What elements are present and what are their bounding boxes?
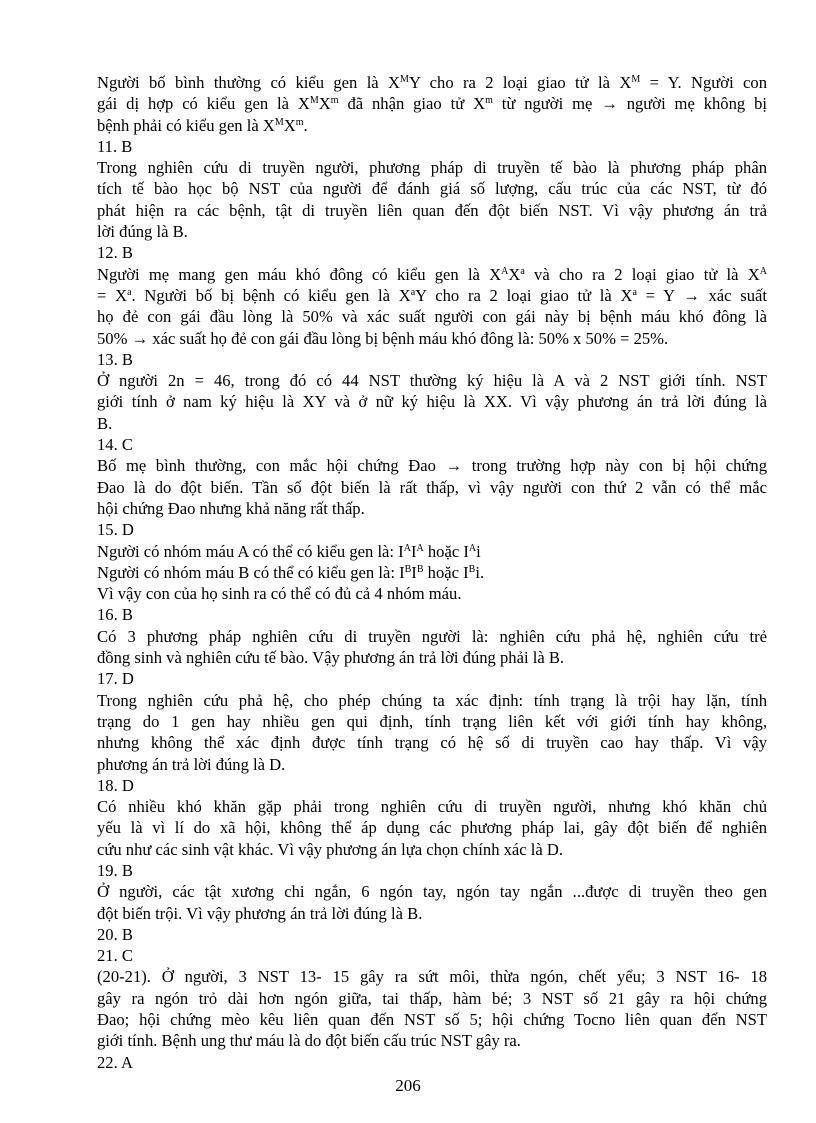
- text-line: [97, 391, 767, 412]
- answer-heading: [97, 519, 767, 540]
- answer-heading: [97, 1052, 767, 1073]
- superscript: A: [416, 542, 424, 554]
- text-run: .: [303, 115, 308, 135]
- text-run: giới tính ở nam ký hiệu là XY và ở nữ ký hiệu là XX. Vì vậy phương án trả lời đúng là: [97, 392, 767, 412]
- text-run: 14. C: [97, 435, 133, 455]
- text-line: [97, 72, 767, 93]
- text-run: 13. B: [97, 349, 133, 369]
- text-run: nhưng không thể xác định được tính trạng có hệ số di truyền cao hay thấp. Vì vậy: [97, 733, 767, 753]
- answer-heading: [97, 860, 767, 881]
- superscript: m: [330, 95, 339, 107]
- superscript: m: [295, 116, 304, 128]
- text-run: gái dị hợp có kiểu gen là X: [97, 94, 310, 114]
- text-run: Trong nghiên cứu phả hệ, cho phép chúng ta xác định: tính trạng là trội hay lặn, tính: [97, 690, 767, 710]
- text-run: Ở người, các tật xương chi ngắn, 6 ngón tay, ngón tay ngắn ...được di truyền theo gen: [97, 882, 767, 902]
- text-line: [97, 796, 767, 817]
- text-line: [97, 690, 767, 711]
- text-run: I: [411, 562, 417, 582]
- text-run: i.: [475, 562, 485, 582]
- text-run: 21. C: [97, 946, 133, 966]
- superscript: M: [400, 74, 409, 85]
- text-line: [97, 583, 767, 604]
- page-number: 206: [395, 1076, 421, 1095]
- text-run: Đao; hội chứng mèo kêu liên quan đến NST số 5; hội chứng Tocno liên quan đến NST: [97, 1010, 767, 1030]
- text-run: bệnh phải có kiểu gen là X: [97, 115, 275, 135]
- text-line: [97, 115, 767, 136]
- text-run: Đao là do đột biến. Tần số đột biến là rất thấp, vì vậy người con thứ 2 vẫn có thể mắc: [97, 477, 767, 497]
- superscript: A: [403, 542, 411, 554]
- text-line: [97, 732, 767, 753]
- text-run: đã nhận giao tử X: [338, 94, 486, 114]
- text-run: lời đúng là B.: [97, 222, 188, 242]
- text-run: = Y. Người con: [640, 73, 767, 92]
- text-run: (20-21). Ở người, 3 NST 13- 15 gây ra sứt môi, thừa ngón, chết yểu; 3 NST 16- 18: [97, 967, 767, 987]
- superscript: m: [485, 95, 493, 107]
- text-run: Người có nhóm máu B có thể có kiểu gen là: I: [97, 562, 405, 582]
- text-run: Người mẹ mang gen máu khó đông có kiểu gen là X: [97, 264, 502, 284]
- superscript: M: [309, 95, 319, 107]
- text-run: 17. D: [97, 669, 134, 689]
- text-run: Y cho ra 2 loại giao tử là X: [408, 73, 632, 92]
- text-run: X: [283, 115, 296, 135]
- answer-heading: [97, 604, 767, 625]
- text-run: Có 3 phương pháp nghiên cứu di truyền người là: nghiên cứu phả hệ, nghiên cứu trẻ: [97, 626, 767, 646]
- text-line: [97, 754, 767, 775]
- text-run: phát hiện ra các bệnh, tật di truyền liên quan đến đột biến NST. Vì vậy phương án trả: [97, 200, 767, 220]
- text-line: [97, 221, 767, 242]
- text-run: Có nhiều khó khăn gặp phải trong nghiên cứu di truyền người, nhưng khó khăn chủ: [97, 797, 767, 817]
- text-line: [97, 264, 767, 285]
- text-line: [97, 157, 767, 178]
- text-line: [97, 903, 767, 924]
- superscript: a: [127, 286, 132, 298]
- text-run: phương án trả lời đúng là D.: [97, 754, 286, 774]
- text-run: . Người bố bị bệnh có kiểu gen là X: [131, 285, 411, 305]
- superscript: A: [501, 265, 509, 277]
- text-run: gây ra ngón trỏ dài hơn ngón giữa, tai thấp, hàm bé; 3 NST số 21 gây ra hội chứng: [97, 988, 767, 1008]
- answer-heading: [97, 924, 767, 945]
- text-run: từ người mẹ → người mẹ không bị: [492, 94, 767, 114]
- text-line: [97, 881, 767, 902]
- text-run: B.: [97, 413, 113, 433]
- document-body: [97, 72, 767, 1073]
- text-run: đột biến trội. Vì vậy phương án trả lời đúng là B.: [97, 903, 423, 923]
- text-line: [97, 817, 767, 838]
- superscript: M: [274, 116, 284, 128]
- text-run: trạng do 1 gen hay nhiều gen qui định, tính trạng liên kết với giới tính hay không,: [97, 711, 767, 731]
- answer-heading: [97, 434, 767, 455]
- text-run: hoặc I: [423, 541, 469, 561]
- text-run: 50% → xác suất họ đẻ con gái đầu lòng bị bệnh máu khó đông là: 50% x 50% = 25%.: [97, 328, 669, 348]
- text-line: [97, 626, 767, 647]
- text-line: [97, 285, 767, 306]
- superscript: B: [404, 563, 412, 575]
- text-run: 22. A: [97, 1052, 133, 1072]
- text-run: hội chứng Đao nhưng khả năng rất thấp.: [97, 498, 365, 518]
- text-line: [97, 966, 767, 987]
- text-run: giới tính. Bệnh ung thư máu là do đột biến cấu trúc NST gây ra.: [97, 1031, 521, 1051]
- text-run: 16. B: [97, 605, 133, 625]
- text-run: I: [410, 541, 417, 561]
- text-run: và cho ra 2 loại giao tử là X: [524, 264, 760, 284]
- text-line: [97, 413, 767, 434]
- text-run: Y cho ra 2 loại giao tử là X: [415, 285, 633, 305]
- text-run: yếu là vì lí do xã hội, không thể áp dụng các phương pháp lai, gây đột biến để nghiên: [97, 818, 767, 838]
- text-run: Trong nghiên cứu di truyền người, phương pháp di truyền tế bào là phương pháp phân: [97, 158, 767, 178]
- text-run: X: [318, 94, 331, 114]
- text-run: X: [508, 264, 521, 284]
- text-run: i: [476, 541, 481, 561]
- text-line: [97, 93, 767, 114]
- text-line: [97, 328, 767, 349]
- text-run: = X: [97, 285, 128, 305]
- superscript: a: [410, 286, 416, 298]
- text-line: [97, 370, 767, 391]
- answer-heading: [97, 349, 767, 370]
- text-line: [97, 647, 767, 668]
- text-line: [97, 1009, 767, 1030]
- superscript: a: [632, 286, 637, 298]
- text-line: [97, 988, 767, 1009]
- text-run: họ đẻ con gái đầu lòng là 50% và xác suất người con gái này bị bệnh máu khó đông là: [97, 307, 767, 327]
- text-line: [97, 541, 767, 562]
- superscript: M: [631, 74, 641, 85]
- text-line: [97, 477, 767, 498]
- text-run: đồng sinh và nghiên cứu tế bào. Vậy phương án trả lời đúng phải là B.: [97, 648, 565, 668]
- superscript: a: [520, 265, 525, 277]
- answer-heading: [97, 775, 767, 796]
- text-run: Ở người 2n = 46, trong đó có 44 NST thường ký hiệu là A và 2 NST giới tính. NST: [97, 371, 767, 391]
- answer-heading: [97, 136, 767, 157]
- text-line: [97, 498, 767, 519]
- superscript: B: [416, 563, 424, 575]
- text-line: [97, 178, 767, 199]
- text-run: Vì vậy con của họ sinh ra có thể có đủ cả 4 nhóm máu.: [97, 584, 462, 604]
- text-line: [97, 1030, 767, 1051]
- superscript: A: [759, 265, 767, 277]
- text-line: [97, 306, 767, 327]
- answer-heading: [97, 945, 767, 966]
- text-run: 18. D: [97, 775, 134, 795]
- text-run: 20. B: [97, 924, 133, 944]
- text-run: 12. B: [97, 243, 133, 263]
- answer-heading: [97, 242, 767, 263]
- text-run: Người có nhóm máu A có thể có kiểu gen là: I: [97, 541, 404, 561]
- text-run: Bố mẹ bình thường, con mắc hội chứng Đao → trong trường hợp này con bị hội chứng: [97, 456, 767, 476]
- text-line: [97, 455, 767, 476]
- superscript: B: [468, 563, 476, 575]
- text-run: 11. B: [97, 136, 133, 156]
- superscript: A: [468, 542, 477, 554]
- text-line: [97, 200, 767, 221]
- text-run: cứu như các sinh vật khác. Vì vậy phương án lựa chọn chính xác là D.: [97, 839, 564, 859]
- text-run: hoặc I: [423, 562, 469, 582]
- text-line: [97, 562, 767, 583]
- text-run: tích tế bào học bộ NST của người để đánh giá số lượng, cấu trúc của các NST, từ đó: [97, 179, 767, 199]
- text-run: Người bố bình thường có kiểu gen là X: [97, 73, 401, 92]
- text-line: [97, 711, 767, 732]
- answer-heading: [97, 668, 767, 689]
- text-run: = Y → xác suất: [636, 285, 767, 305]
- text-run: 15. D: [97, 520, 134, 540]
- text-run: 19. B: [97, 860, 133, 880]
- text-line: [97, 839, 767, 860]
